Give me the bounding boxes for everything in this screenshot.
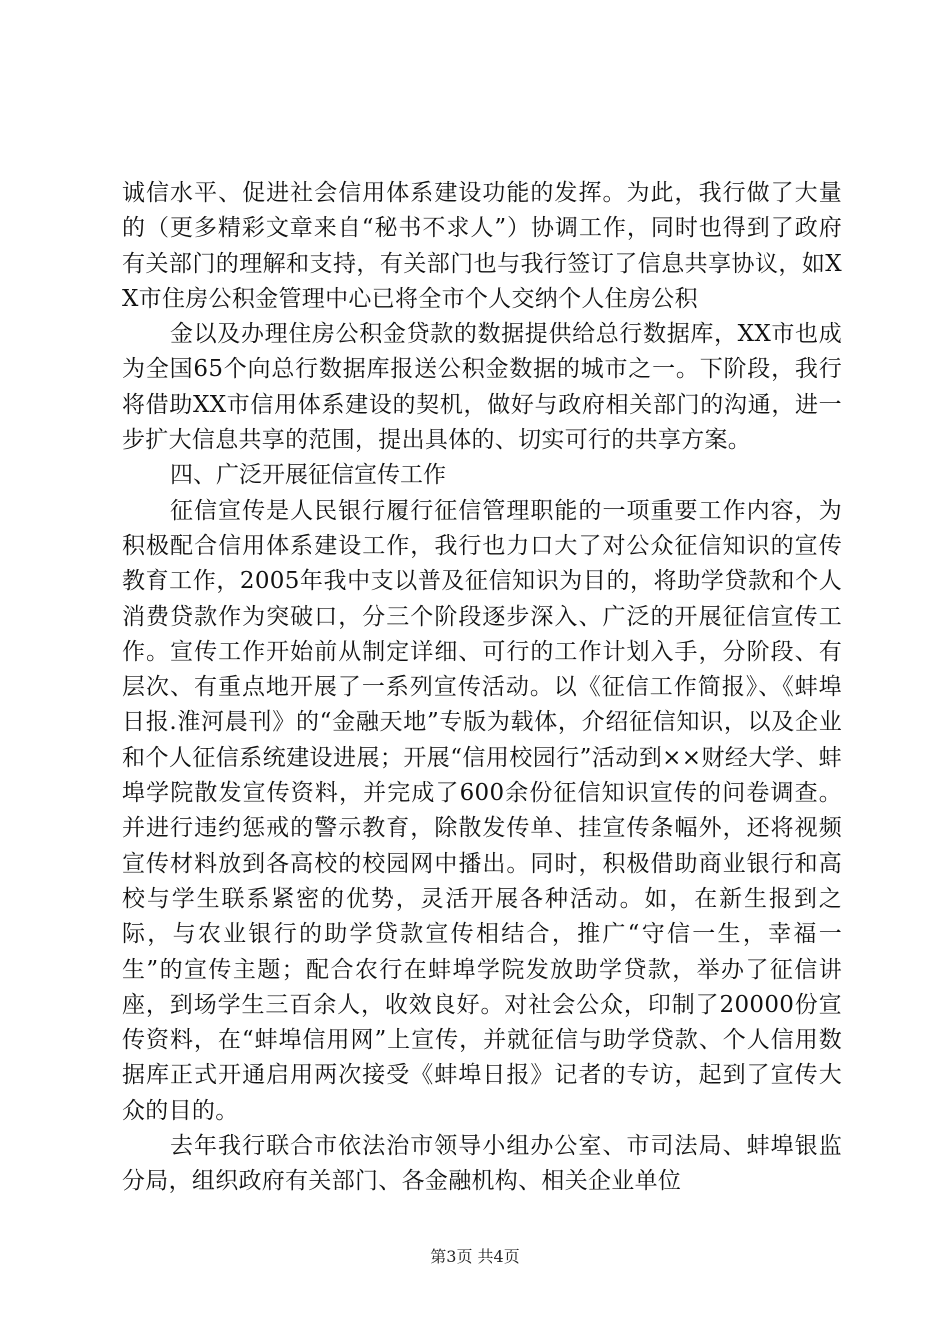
paragraph-4: 去年我行联合市依法治市领导小组办公室、市司法局、蚌埠银监分局，组织政府有关部门、各金融机构、相关企业单位 [122,1133,842,1195]
page-footer: 第3页 共4页 [430,1247,520,1266]
section-heading: 四、广泛开展征信宣传工作 [170,462,446,489]
paragraph-3: 征信宣传是人民银行履行征信管理职能的一项重要工作内容，为积极配合信用体系建设工作，我行也力口大了对公众征信知识的宣传教育工作，2005年我中支以普及征信知识为目的，将助学贷款和个人消费贷款作为突破口，分三个阶段逐步深入、广泛的开展征信宣传工作。宣传工作开始前从制定详细、可行的工作计划入手，分阶段、有层次、有重点地开展了一系列宣传活动。以《征信工作简报》、《蚌埠日报.淮河晨刊》的“金融天地”专版为载体，介绍征信知识，以及企业和个人征信系统建设进展；开展“信用校园行”活动到××财经大学、蚌埠学院散发宣传资料，并完成了600余份征信知识宣传的问卷调查。并进行违约惩戒的警示教育，除散发传单、挂宣传条幅外，还将视频宣传材料放到各高校的校园网中播出。同时，积极借助商业银行和高校与学生联系紧密的优势，灵活开展各种活动。如，在新生报到之际，与农业银行的助学贷款宣传相结合，推广“守信一生，幸福一生”的宣传主题；配合农行在蚌埠学院发放助学贷款，举办了征信讲座，到场学生三百余人，收效良好。对社会公众，印制了20000份宣传资料，在“蚌埠信用网”上宣传，并就征信与助学贷款、个人信用数据库正式开通启用两次接受《蚌埠日报》记者的专访，起到了宣传大众的目的。 [122,497,842,1124]
paragraph-2: 金以及办理住房公积金贷款的数据提供给总行数据库，XX市也成为全国65个向总行数据库报送公积金数据的城市之一。下阶段，我行将借助XX市信用体系建设的契机，做好与政府相关部门的沟通，进一步扩大信息共享的范围，提出具体的、切实可行的共享方案。 [122,321,842,454]
document-body [122,176,842,1200]
paragraph-1: 诚信水平、促进社会信用体系建设功能的发挥。为此，我行做了大量的（更多精彩文章来自“秘书不求人”）协调工作，同时也得到了政府有关部门的理解和支持，有关部门也与我行签订了信息共享协议，如XX市住房公积金管理中心已将全市个人交纳个人住房公积 [122,180,842,312]
